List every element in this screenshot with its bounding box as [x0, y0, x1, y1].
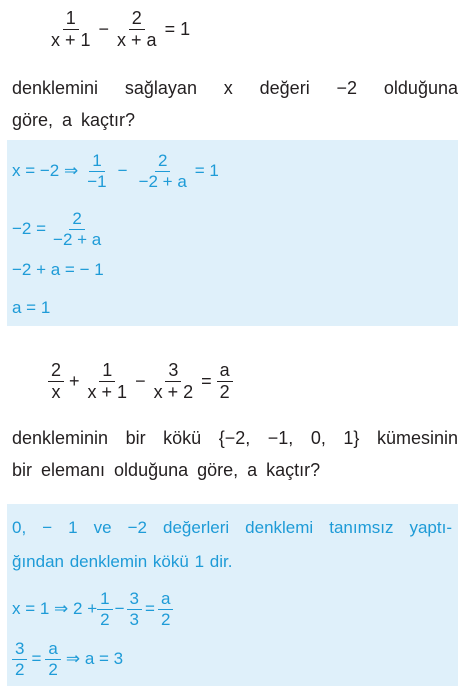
- fraction: $\frac{a}{2}$: [45, 639, 60, 679]
- fraction: $\frac{3}{3}$: [127, 589, 142, 629]
- fraction: $\frac{1}{-1}$: [87, 150, 107, 191]
- fraction: $\frac{3}{2}$: [12, 639, 27, 679]
- fraction: $\frac{a}{2}$: [217, 360, 233, 402]
- solution1-row2: −2 = $\frac{2}{-2 + a}$: [12, 204, 104, 254]
- fraction: $\frac{2}{x + a}$: [117, 7, 157, 50]
- solution2-row2: $\frac{3}{2}$ = $\frac{a}{2}$ ⇒ a = 3: [12, 634, 123, 684]
- fraction: $\frac{1}{x + 1}$: [51, 7, 91, 50]
- solution2-text-line1: 0, − 1 ve −2 değerleri denklemi tanımsız yaptı-: [12, 518, 452, 537]
- problem1-equation: $\frac{1}{x + 1}$ − $\frac{2}{x + a}$ = 1: [48, 4, 195, 54]
- solution2-row1: x = 1 ⇒ 2 + $\frac{1}{2}$ − $\frac{3}{3}$ = $\frac{a}{2}$: [12, 584, 173, 634]
- problem2-text-line2: bir elemanı olduğuna göre, a kaçtır?: [12, 460, 321, 480]
- problem1-text-line1: denklemini sağlayan x değeri −2 olduğuna: [12, 78, 458, 98]
- fraction: $\frac{1}{x + 1}$: [87, 359, 128, 402]
- fraction: $\frac{a}{2}$: [158, 589, 173, 629]
- solution1-row4: a = 1: [12, 298, 51, 317]
- fraction: $\frac{3}{x + 2}$: [153, 359, 194, 402]
- solution1-row1: x = −2 ⇒ $\frac{1}{-1}$ − $\frac{2}{-2 + a}$ = 1: [12, 150, 219, 191]
- problem1-text-line2: göre, a kaçtır?: [12, 110, 136, 130]
- fraction: $\frac{2}{-2 + a}$: [138, 150, 187, 191]
- solution1-row3: −2 + a = − 1: [12, 260, 104, 279]
- problem2-equation: $\frac{2}{x}$ + $\frac{1}{x + 1}$ − $\frac{3}{x + 2}$ = $\frac{a}{2}$: [48, 356, 233, 406]
- solution2-text-line2: ğından denklemin kökü 1 dir.: [12, 552, 233, 571]
- fraction: $\frac{1}{2}$: [97, 589, 112, 629]
- problem2-text-line1: denkleminin bir kökü {−2, −1, 0, 1} kümesinin: [12, 428, 458, 448]
- fraction: $\frac{2}{x}$: [48, 360, 64, 402]
- fraction: $\frac{2}{-2 + a}$: [53, 208, 102, 249]
